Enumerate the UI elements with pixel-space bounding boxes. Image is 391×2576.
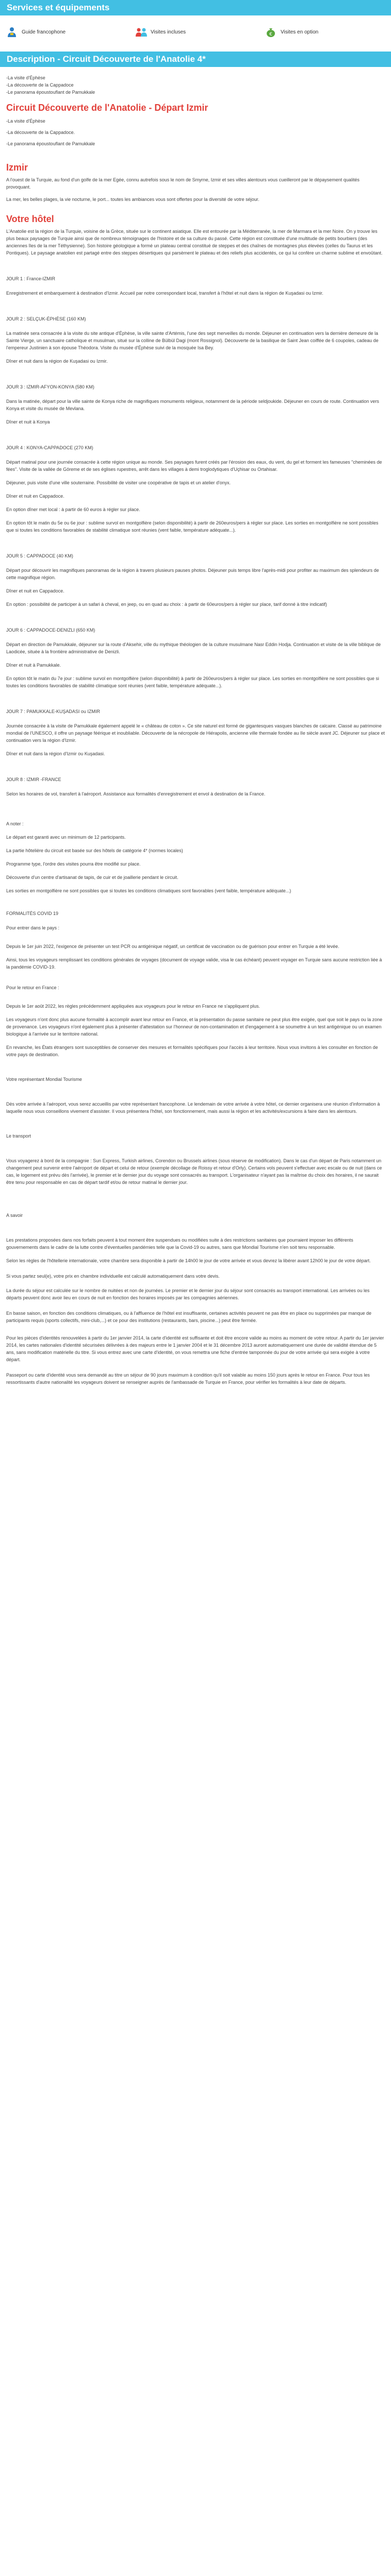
- day-paragraph: En option : possibilité de participer à un safari à cheval, en jeep, ou en quad au choix : à partir de 60euros/pers à régler sur place, tarif donné à titre indicatif): [6, 602, 327, 607]
- service-guide: [6, 26, 66, 38]
- day-paragraph: Dîner et nuit dans la région de Kuşadasi ou Izmir.: [6, 359, 108, 364]
- covid-entry-label: Pour entrer dans le pays :: [6, 925, 60, 930]
- services-row: [0, 15, 391, 47]
- guide-person-icon: [6, 26, 18, 38]
- day-paragraph: Dîner et nuit dans la région d'Izmir ou Kuşadasi.: [6, 751, 105, 756]
- advise-paragraph: Pour les pièces d'identités renouvelées à partir du 1er janvier 2014, la carte d'identité est suffisante et doit être encore valide au moins au moment de votre retour. A partir du 1er janvier 2014, les cartes nationales d'identité sécurisées délivrées à des majeurs entre le 1 janvier 2004 et le 31 décembre 2013 auront automatiquement une durée de validité étendue de 5 ans, sans modification matérielle du titre. Si vous entrez avec une carte d'identité, on vous remettra une fiche d'entrée tamponnée du jour de votre arrivée qui sera exigée à votre départ.: [6, 1335, 384, 1362]
- circuit-line: -La découverte de la Cappadoce.: [6, 130, 75, 135]
- representative-text: Dès votre arrivée à l'aéroport, vous serez accueillis par votre représentant francophone. Le lendemain de votre arrivée à votre hôtel, ce dernier organisera une réunion d'information à laquelle nous vous conseillons vivement d'assister. Il vous présentera l'hôtel, son fonctionnement, mais aussi la région et les activités/excursions à faire dans les alentours.: [6, 1101, 380, 1114]
- representative-heading: Votre représentant Mondial Tourisme: [6, 1077, 82, 1082]
- covid-return-label: Pour le retour en France :: [6, 985, 59, 990]
- advise-paragraph: Selon les règles de l'hôtellerie internationale, votre chambre sera disponible à partir de 14h00 le jour de votre arrivée et vous devrez la libérer avant 12h00 le jour de votre départ.: [6, 1258, 371, 1263]
- note-item: Les sorties en montgolfière ne sont possibles que si toutes les conditions climatiques sont favorables (vent faible, température adéquate...): [6, 888, 291, 893]
- transport-heading: Le transport: [6, 1133, 31, 1139]
- service-guide-label: Guide francophone: [22, 29, 66, 35]
- day-paragraph: Dîner et nuit en Cappadoce.: [6, 494, 64, 499]
- day-paragraph: Enregistrement et embarquement à destination d'Izmir. Accueil par notre correspondant local, transfert à l'hôtel et nuit dans la région de Kuşadasi ou Izmir.: [6, 291, 323, 296]
- day-paragraph: La matinée sera consacrée à la visite du site antique d'Éphèse, la ville sainte d'Artémis, l'une des sept merveilles du monde. Déjeuner en continuation vers la dernière demeure de la Sainte Vierge, un sanctuaire catholique et musulman, situé sur la colline de Bülbül Dagi (mont Rossignol). Découverte de la basilique de Saint Jean coiffée de 6 coupoles, cadeau de l'empereur Justinien à son épouse Théodora. Visite du musée d'Éphèse suivi de la mosquée Isa Bey.: [6, 331, 379, 350]
- day-paragraph: Départ pour découvrir les magnifiques panoramas de la région à travers plusieurs pauses photos. Déjeuner puis temps libre l'après-midi pour profiter au maximum des splendeurs de cette magnifique région.: [6, 568, 379, 580]
- covid-paragraph: En revanche, les États étrangers sont susceptibles de conserver des mesures et formalités spécifiques pour l'accès à leur territoire. Nous vous invitons à les consulter en fonction de votre pays de destination.: [6, 1045, 378, 1057]
- intro-line: -Le panorama époustouflant de Pamukkale: [6, 90, 95, 95]
- service-visits-optional-label: Visites en option: [281, 29, 319, 35]
- advise-paragraph: Les prestations proposées dans nos forfaits peuvent à tout moment être suspendues ou modifiées suite à des restrictions sanitaires que pourraient imposer les différents gouvernements dans le cadre de la lutte contre d'éventuelles pandémies telle que la Covid-19 ou autres, sans que Mondial Tourisme n'en soit tenu responsable.: [6, 1238, 353, 1250]
- day-paragraph: En option tôt le matin du 7e jour : sublime survol en montgolfière (selon disponibilité) à partir de 260euros/pers à régler sur place. Les sorties en montgolfière ne sont possibles que si toutes les conditions favorables de stabilité climatique sont réunies (vent faible, température adéquate...).: [6, 676, 379, 688]
- advise-heading: A savoir: [6, 1213, 23, 1218]
- description-title: Description - Circuit Découverte de l'Anatolie 4*: [7, 54, 206, 64]
- covid-paragraph: Les voyageurs n'ont donc plus aucune formalité à accomplir avant leur retour en France, et la présentation du passe sanitaire ne peut plus être exigée, quel que soit le pays ou la zone de provenance. Les voyageurs n'ont également plus à présenter d'attestation sur l'honneur de non-contamination et d'engagement à se soumettre à un test antigénique ou un examen biologique à l'arrivée sur le territoire national.: [6, 1017, 383, 1037]
- people-group-icon: [135, 26, 146, 38]
- day-paragraph: Départ matinal pour une journée consacrée à cette région unique au monde. Ses paysages furent créés par l'érosion des eaux, du vent, du gel et forment les fameuses "cheminées de fées". Visite de la vallée de Göreme et de ses églises rupestres, arrêt dans les villages à demi troglodytiques d'Uçhisar ou Ortahisar.: [6, 460, 382, 472]
- note-item: Le départ est garanti avec un minimum de 12 participants.: [6, 835, 126, 840]
- day-title: JOUR 4 : KONYA-CAPPADOCE (270 KM): [6, 445, 93, 450]
- hotel-heading: Votre hôtel: [6, 214, 54, 224]
- money-bag-icon: [265, 26, 276, 38]
- service-visits-included-label: Visites incluses: [151, 29, 186, 35]
- day-title: JOUR 7 : PAMUKKALE-KUŞADASI ou IZMIR: [6, 709, 100, 714]
- day-paragraph: Journée consacrée à la visite de Pamukkale également appelé le « château de coton ». Ce site naturel est formé de gigantesques vasques blanches de calcaire. Classé au patrimoine mondial de l'UNESCO, il offre un paysage féérique et inoubliable. Découverte de la nécropole de Hiérapolis, ancienne ville thermale fondée au IIe siècle avant JC. Déjeuner sur place et continuation vers la région d'Izmir.: [6, 723, 385, 743]
- circuit-line: -La visite d'Éphèse: [6, 118, 45, 124]
- izmir-text: A l'ouest de la Turquie, au fond d'un golfe de la mer Egée, connu autrefois sous le nom de Smyrne, Izmir et ses villes alentours vous cueilleront par le dépaysement qualités provoquant.: [6, 177, 360, 190]
- svg-text:€: €: [269, 32, 272, 37]
- circuit-heading: Circuit Découverte de l'Anatolie - Départ Izmir: [6, 103, 208, 113]
- covid-paragraph: Depuis le 1er juin 2022, l'exigence de présenter un test PCR ou antigénique négatif, un certificat de vaccination ou de guérison pour entrer en Turquie a été levée.: [6, 944, 339, 949]
- transport-text: Vous voyagerez à bord de la compagnie : Sun Express, Turkish airlines, Corendon ou Brussels airlines (sous réserve de modification). Dans le cas d'un départ de Paris notamment un changement peut survenir entre l'aéroport de départ et celui de retour (exemple décollage de Roissy et retour d'Orly). Certains vols peuvent s'effectuer avec escale ou de nuit (dans ce cas, le logement est prévu dès l'arrivée), le premier et le dernier jour du voyage sont consacrés au transport. L'organisateur n'ayant pas la maîtrise du choix des horaires, il ne saurait être tenu pour responsable en cas de départ tardif et/ou de retour matinal le dernier jour.: [6, 1158, 382, 1185]
- services-title: Services et équipements: [7, 3, 110, 12]
- circuit-line: -Le panorama époustouflant de Pamukkale: [6, 141, 95, 146]
- day-paragraph: Dîner et nuit à Konya: [6, 419, 50, 425]
- day-paragraph: Dîner et nuit à Pamukkale.: [6, 663, 61, 668]
- day-paragraph: Dans la matinée, départ pour la ville sainte de Konya riche de magnifiques monuments religieux, notamment de la période seldjoukide. Déjeuner en cours de route. Continuation vers Konya et visite du musée de Mevlana.: [6, 399, 379, 411]
- day-title: JOUR 6 : CAPPADOCE-DENIZLI (650 KM): [6, 628, 95, 633]
- izmir-heading: Izmir: [6, 162, 28, 173]
- day-title: JOUR 3 : IZMIR-AFYON-KONYA (580 KM): [6, 384, 94, 389]
- advise-paragraph: Si vous partez seul(e), votre prix en chambre individuelle est calculé automatiquement dans votre devis.: [6, 1274, 220, 1279]
- hotel-text: L'Anatolie est la région de la Turquie, voisine de la Grèce, située sur le continent asiatique. Elle est entourée par la Méditerranée, la mer de Marmara et la mer Noire. On y trouve les plus beaux paysages de Turquie ainsi que de nombreux témoignages de l'histoire et de sa culture du passé. Cette région est constituée d'une multitude de petits bourbiers (des anciennes îles de la mer Téthysienne). Son histoire géologique a formé un plateau central constitué de steppes et des chaînes de montagnes plus élevées (celles du Taurus et les Pontiques). Le paysage anatolien est partagé entre des steppes désertiques qui parsèment le plateau et des reliefs plus accidentés, ce qui lui confère un charme sublime et envoûtant.: [6, 229, 383, 256]
- notes-label: A noter :: [6, 821, 24, 826]
- day-paragraph: En option tôt le matin du 5e ou 6e jour : sublime survol en montgolfière (selon disponibilité) à partir de 260euros/pers à régler sur place. Les sorties en montgolfière ne sont possibles que si toutes les conditions favorables de stabilité climatique sont réunies (vent faible, température adéquate...).: [6, 520, 379, 533]
- service-visits-optional: [265, 26, 318, 38]
- day-paragraph: Selon les horaires de vol, transfert à l'aéroport. Assistance aux formalités d'enregistrement et envol à destination de la France.: [6, 791, 266, 796]
- covid-heading: FORMALITÉS COVID 19: [6, 911, 59, 916]
- covid-paragraph: Depuis le 1er août 2022, les règles précédemment appliquées aux voyageurs pour le retour en France ne s'appliquent plus.: [6, 1004, 260, 1009]
- note-item: La partie hôtelière du circuit est basée sur des hôtels de catégorie 4* (normes locales): [6, 848, 183, 853]
- izmir-text-2: La mer, les belles plages, la vie nocturne, le port... toutes les ambiances vous sont offertes pour la diversité de votre séjour.: [6, 197, 259, 202]
- note-item: Découverte d'un centre d'artisanat de tapis, de cuir et de joaillerie pendant le circuit.: [6, 875, 178, 880]
- advise-paragraph: En basse saison, en fonction des conditions climatiques, ou à l'affluence de l'hôtel est insuffisante, certaines activités peuvent ne pas être en place ou supprimées par manque de participants requis (sports collectifs, mini-club,...) et ce pour des institutions (restaurants, bars, piscine...) peut être fermée.: [6, 1311, 372, 1323]
- day-title: JOUR 8 : IZMIR -FRANCE: [6, 777, 61, 782]
- day-paragraph: Déjeuner, puis visite d'une ville souterraine. Possibilité de visiter une coopérative de tapis et un atelier d'onyx.: [6, 480, 231, 485]
- day-title: JOUR 5 : CAPPADOCE (40 KM): [6, 553, 73, 558]
- description-title-bar: [0, 52, 391, 67]
- day-paragraph: Dîner et nuit en Cappadoce.: [6, 588, 64, 594]
- day-title: JOUR 2 : SELÇUK-ÉPHÈSE (160 KM): [6, 316, 86, 321]
- day-title: JOUR 1 : France-IZMIR: [6, 276, 56, 281]
- service-visits-included: [135, 26, 186, 38]
- day-paragraph: Départ en direction de Pamukkale, déjeuner sur la route d'Aksehir, ville du mythique théologien de la culture musulmane Nasr Eddin Hodja. Continuation et visite de la ville biblique de Laodicée, située à la frontière administrative de Denizli.: [6, 642, 381, 654]
- day-paragraph: En option dîner met local : à partir de 60 euros à régler sur place.: [6, 507, 140, 512]
- intro-line: -La découverte de la Cappadoce: [6, 82, 74, 88]
- description-content: [0, 67, 391, 1386]
- intro-line: -La visite d'Éphèse: [6, 75, 45, 80]
- note-item: Programme type, l'ordre des visites pourra être modifié sur place.: [6, 861, 141, 867]
- covid-paragraph: Ainsi, tous les voyageurs remplissant les conditions générales de voyages (document de voyage valide, visa le cas échéant) peuvent voyager en Turquie sans aucune restriction liée à la pandémie COVID-19.: [6, 957, 382, 970]
- advise-paragraph: Passeport ou carte d'identité vous sera demandé au titre un séjour de 90 jours maximum à condition qu'il soit valable au moins 150 jours après le retour en France. Pour tous les ressortissants d'autre nationalité les voyageurs doivent se renseigner auprès de l'ambassade de Turquie en France, pour vérifier les formalités à leur date de départs.: [6, 1372, 370, 1385]
- advise-paragraph: La durée du séjour est calculée sur le nombre de nuitées et non de journées. Le premier et le dernier jour du séjour sont consacrés au transport international. Les arrivées ou les départs peuvent donc avoir lieu en cours de nuit en fonction des horaires imposés par les compagnies aériennes.: [6, 1288, 370, 1300]
- services-title-bar: [0, 0, 391, 15]
